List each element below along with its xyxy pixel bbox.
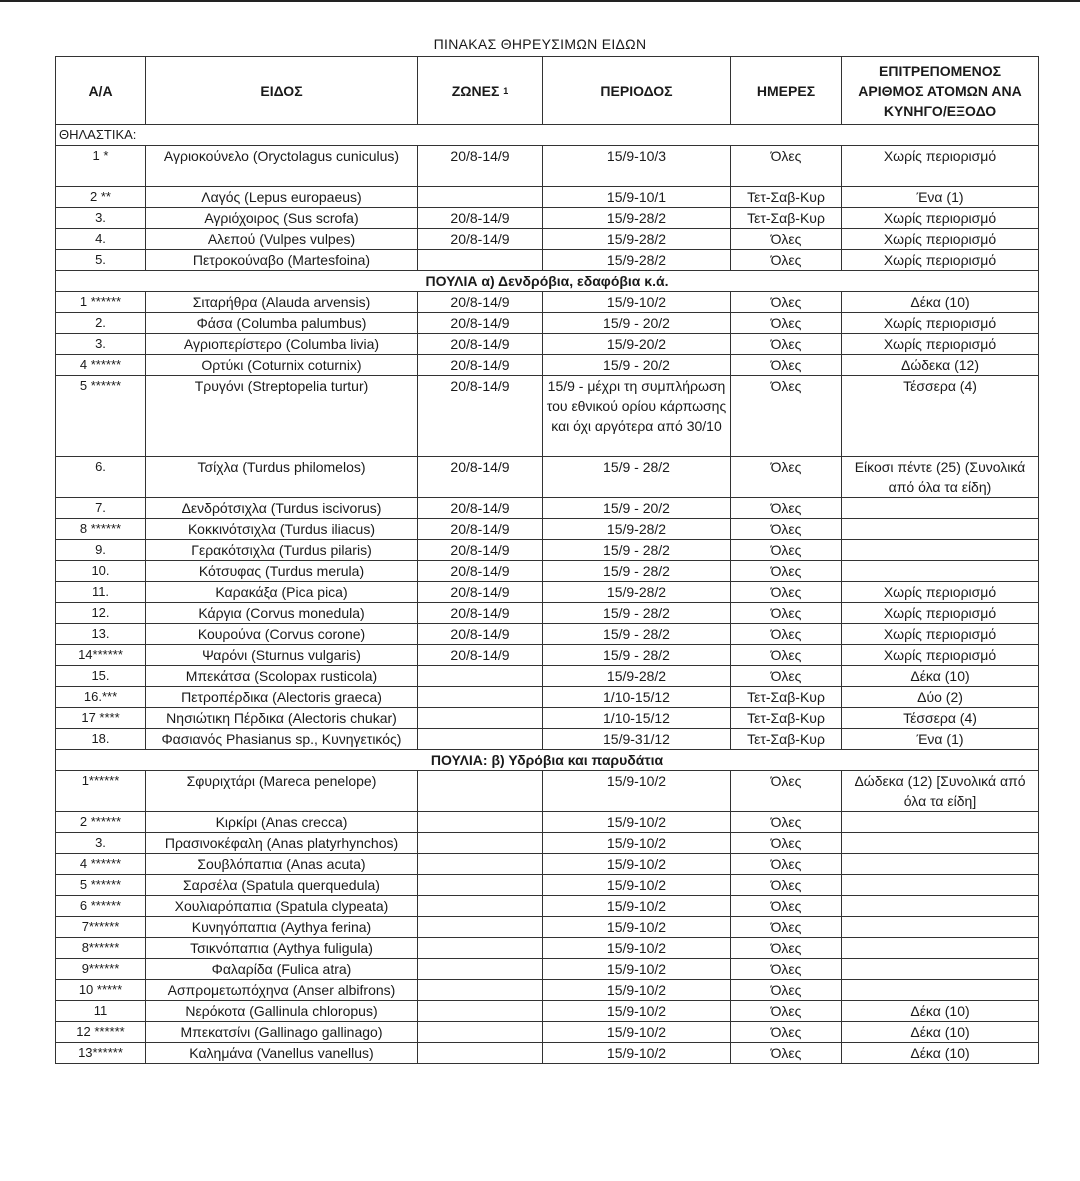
cell-zones xyxy=(418,687,543,708)
table-row xyxy=(56,355,1039,376)
cell-zones: 20/8-14/9 xyxy=(418,519,543,540)
cell-period: 15/9-10/2 xyxy=(543,875,731,896)
cell-species: Τσικνόπαπια (Aythya fuligula) xyxy=(146,938,418,959)
cell-days: Όλες xyxy=(731,250,842,271)
table-row xyxy=(56,334,1039,355)
table-row xyxy=(56,959,1039,980)
cell-zones xyxy=(418,959,543,980)
table-row xyxy=(56,917,1039,938)
cell-aa: 8 ****** xyxy=(56,519,146,540)
cell-aa: 14****** xyxy=(56,645,146,666)
cell-period: 15/9-10/2 xyxy=(543,292,731,313)
cell-species: Καρακάξα (Pica pica) xyxy=(146,582,418,603)
table-row xyxy=(56,292,1039,313)
cell-aa: 8****** xyxy=(56,938,146,959)
cell-zones: 20/8-14/9 xyxy=(418,498,543,519)
cell-zones xyxy=(418,708,543,729)
cell-days: Όλες xyxy=(731,917,842,938)
cell-period: 15/9-10/2 xyxy=(543,917,731,938)
cell-zones xyxy=(418,917,543,938)
cell-aa: 3. xyxy=(56,208,146,229)
cell-days: Τετ-Σαβ-Κυρ xyxy=(731,687,842,708)
table-row xyxy=(56,1043,1039,1064)
cell-period: 15/9-10/2 xyxy=(543,1001,731,1022)
cell-zones xyxy=(418,666,543,687)
table-row xyxy=(56,376,1039,457)
cell-period: 15/9-28/2 xyxy=(543,666,731,687)
cell-days: Όλες xyxy=(731,334,842,355)
cell-days: Όλες xyxy=(731,1001,842,1022)
table-row xyxy=(56,666,1039,687)
cell-period: 15/9 - 20/2 xyxy=(543,355,731,376)
cell-aa: 1****** xyxy=(56,771,146,812)
header-aa: Α/Α xyxy=(56,57,146,125)
section-heading: ΠΟΥΛΙΑ: β) Υδρόβια και παρυδάτια xyxy=(56,750,1039,771)
cell-zones: 20/8-14/9 xyxy=(418,561,543,582)
table-row xyxy=(56,812,1039,833)
cell-species: Καλημάνα (Vanellus vanellus) xyxy=(146,1043,418,1064)
table-row xyxy=(56,896,1039,917)
cell-days: Όλες xyxy=(731,938,842,959)
cell-count xyxy=(842,959,1039,980)
table-row xyxy=(56,498,1039,519)
cell-period: 15/9-10/2 xyxy=(543,812,731,833)
page-title: ΠΙΝΑΚΑΣ ΘΗΡΕΥΣΙΜΩΝ ΕΙΔΩΝ xyxy=(433,36,647,52)
cell-species: Κιρκίρι (Anas crecca) xyxy=(146,812,418,833)
cell-count xyxy=(842,938,1039,959)
cell-days: Όλες xyxy=(731,540,842,561)
cell-aa: 1 * xyxy=(56,146,146,187)
cell-period: 15/9 - 28/2 xyxy=(543,645,731,666)
cell-days: Όλες xyxy=(731,666,842,687)
cell-count xyxy=(842,833,1039,854)
section-heading: ΠΟΥΛΙΑ α) Δενδρόβια, εδαφόβια κ.ά. xyxy=(56,271,1039,292)
cell-count: Χωρίς περιορισμό xyxy=(842,603,1039,624)
cell-species: Σουβλόπαπια (Anas acuta) xyxy=(146,854,418,875)
cell-days: Τετ-Σαβ-Κυρ xyxy=(731,208,842,229)
cell-zones: 20/8-14/9 xyxy=(418,292,543,313)
cell-count xyxy=(842,540,1039,561)
cell-period: 15/9-20/2 xyxy=(543,334,731,355)
cell-zones xyxy=(418,1043,543,1064)
table-row xyxy=(56,729,1039,750)
cell-species: Γερακότσιχλα (Turdus pilaris) xyxy=(146,540,418,561)
game-species-table xyxy=(55,56,1039,1064)
cell-count: Ένα (1) xyxy=(842,729,1039,750)
table-row xyxy=(56,187,1039,208)
cell-days: Όλες xyxy=(731,561,842,582)
cell-aa: 18. xyxy=(56,729,146,750)
cell-zones: 20/8-14/9 xyxy=(418,313,543,334)
cell-species: Τσίχλα (Turdus philomelos) xyxy=(146,457,418,498)
cell-species: Κουρούνα (Corvus corone) xyxy=(146,624,418,645)
cell-zones: 20/8-14/9 xyxy=(418,645,543,666)
cell-aa: 12. xyxy=(56,603,146,624)
cell-species: Λαγός (Lepus europaeus) xyxy=(146,187,418,208)
cell-species: Ασπρομετωπόχηνα (Anser albifrons) xyxy=(146,980,418,1001)
cell-zones: 20/8-14/9 xyxy=(418,355,543,376)
table-body xyxy=(56,125,1039,1064)
cell-count: Ένα (1) xyxy=(842,187,1039,208)
cell-period: 15/9-10/3 xyxy=(543,146,731,187)
table-row xyxy=(56,645,1039,666)
cell-period: 15/9-10/2 xyxy=(543,896,731,917)
header-zones-footnote: 1 xyxy=(503,85,509,96)
cell-species: Σιταρήθρα (Alauda arvensis) xyxy=(146,292,418,313)
cell-zones xyxy=(418,938,543,959)
header-count: ΕΠΙΤΡΕΠΟΜΕΝΟΣ ΑΡΙΘΜΟΣ ΑΤΟΜΩΝ ΑΝΑ ΚΥΝΗΓΟ/ΕΞΟΔΟ xyxy=(842,57,1039,125)
cell-count xyxy=(842,854,1039,875)
cell-aa: 7****** xyxy=(56,917,146,938)
table-row xyxy=(56,146,1039,187)
cell-days: Όλες xyxy=(731,229,842,250)
cell-aa: 11. xyxy=(56,582,146,603)
cell-count: Δέκα (10) xyxy=(842,292,1039,313)
table-row xyxy=(56,854,1039,875)
cell-species: Νερόκοτα (Gallinula chloropus) xyxy=(146,1001,418,1022)
cell-days: Όλες xyxy=(731,980,842,1001)
cell-period: 15/9-10/2 xyxy=(543,1022,731,1043)
cell-species: Αγριοπερίστερο (Columba livia) xyxy=(146,334,418,355)
cell-aa: 13****** xyxy=(56,1043,146,1064)
cell-species: Δενδρότσιχλα (Turdus iscivorus) xyxy=(146,498,418,519)
cell-days: Όλες xyxy=(731,1043,842,1064)
section-row xyxy=(56,750,1039,771)
cell-period: 15/9-28/2 xyxy=(543,229,731,250)
cell-zones xyxy=(418,771,543,812)
cell-days: Όλες xyxy=(731,146,842,187)
cell-count: Χωρίς περιορισμό xyxy=(842,146,1039,187)
cell-count: Τέσσερα (4) xyxy=(842,708,1039,729)
cell-count: Χωρίς περιορισμό xyxy=(842,334,1039,355)
table-row xyxy=(56,938,1039,959)
cell-zones xyxy=(418,896,543,917)
header-period: ΠΕΡΙΟΔΟΣ xyxy=(543,57,731,125)
cell-count: Χωρίς περιορισμό xyxy=(842,250,1039,271)
cell-species: Κάργια (Corvus monedula) xyxy=(146,603,418,624)
cell-zones xyxy=(418,980,543,1001)
table-row xyxy=(56,313,1039,334)
cell-days: Όλες xyxy=(731,833,842,854)
cell-period: 15/9-28/2 xyxy=(543,250,731,271)
table-row xyxy=(56,457,1039,498)
section-heading: ΘΗΛΑΣΤΙΚΑ: xyxy=(56,125,1039,146)
cell-species: Μπεκατσίνι (Gallinago gallinago) xyxy=(146,1022,418,1043)
cell-aa: 16.*** xyxy=(56,687,146,708)
table-row xyxy=(56,250,1039,271)
cell-count: Χωρίς περιορισμό xyxy=(842,313,1039,334)
cell-count xyxy=(842,875,1039,896)
cell-period: 15/9 - 20/2 xyxy=(543,313,731,334)
cell-days: Όλες xyxy=(731,875,842,896)
cell-species: Χουλιαρόπαπια (Spatula clypeata) xyxy=(146,896,418,917)
cell-aa: 10 ***** xyxy=(56,980,146,1001)
cell-period: 15/9-10/1 xyxy=(543,187,731,208)
cell-count: Δώδεκα (12) [Συνολικά από όλα τα είδη] xyxy=(842,771,1039,812)
table-row xyxy=(56,540,1039,561)
table-row xyxy=(56,980,1039,1001)
cell-period: 15/9 - 28/2 xyxy=(543,603,731,624)
cell-aa: 4. xyxy=(56,229,146,250)
cell-days: Όλες xyxy=(731,582,842,603)
cell-zones: 20/8-14/9 xyxy=(418,146,543,187)
cell-period: 15/9-28/2 xyxy=(543,582,731,603)
cell-aa: 9. xyxy=(56,540,146,561)
cell-zones: 20/8-14/9 xyxy=(418,334,543,355)
cell-days: Τετ-Σαβ-Κυρ xyxy=(731,729,842,750)
cell-count: Χωρίς περιορισμό xyxy=(842,229,1039,250)
cell-zones xyxy=(418,250,543,271)
table-row xyxy=(56,875,1039,896)
cell-zones xyxy=(418,854,543,875)
table-row xyxy=(56,1022,1039,1043)
cell-count: Δώδεκα (12) xyxy=(842,355,1039,376)
section-row xyxy=(56,271,1039,292)
cell-aa: 10. xyxy=(56,561,146,582)
table-row xyxy=(56,771,1039,812)
cell-count xyxy=(842,980,1039,1001)
table-row xyxy=(56,561,1039,582)
header-days: ΗΜΕΡΕΣ xyxy=(731,57,842,125)
cell-species: Φάσα (Columba palumbus) xyxy=(146,313,418,334)
cell-period: 15/9 - 28/2 xyxy=(543,624,731,645)
cell-period: 15/9 - 20/2 xyxy=(543,498,731,519)
cell-zones xyxy=(418,1022,543,1043)
cell-period: 15/9-31/12 xyxy=(543,729,731,750)
cell-aa: 4 ****** xyxy=(56,355,146,376)
cell-count: Χωρίς περιορισμό xyxy=(842,582,1039,603)
cell-zones xyxy=(418,187,543,208)
cell-species: Σφυριχτάρι (Mareca penelope) xyxy=(146,771,418,812)
cell-period: 15/9 - μέχρι τη συμπλήρωση του εθνικού ορίου κάρπωσης και όχι αργότερα από 30/10 xyxy=(543,376,731,457)
cell-days: Όλες xyxy=(731,313,842,334)
cell-count: Είκοσι πέντε (25) (Συνολικά από όλα τα είδη) xyxy=(842,457,1039,498)
cell-days: Όλες xyxy=(731,603,842,624)
cell-zones: 20/8-14/9 xyxy=(418,229,543,250)
cell-aa: 1 ****** xyxy=(56,292,146,313)
cell-period: 15/9 - 28/2 xyxy=(543,457,731,498)
cell-period: 15/9-10/2 xyxy=(543,854,731,875)
cell-zones: 20/8-14/9 xyxy=(418,603,543,624)
cell-species: Αγριοκούνελο (Oryctolagus cuniculus) xyxy=(146,146,418,187)
cell-aa: 5. xyxy=(56,250,146,271)
cell-count xyxy=(842,519,1039,540)
cell-count xyxy=(842,812,1039,833)
cell-count: Δέκα (10) xyxy=(842,666,1039,687)
cell-days: Όλες xyxy=(731,896,842,917)
cell-days: Τετ-Σαβ-Κυρ xyxy=(731,187,842,208)
table-row xyxy=(56,708,1039,729)
cell-period: 15/9-28/2 xyxy=(543,519,731,540)
cell-aa: 15. xyxy=(56,666,146,687)
cell-zones: 20/8-14/9 xyxy=(418,208,543,229)
cell-count: Δύο (2) xyxy=(842,687,1039,708)
table-row xyxy=(56,603,1039,624)
cell-zones xyxy=(418,729,543,750)
cell-aa: 5 ****** xyxy=(56,376,146,457)
cell-count xyxy=(842,896,1039,917)
cell-species: Φασιανός Phasianus sp., Κυνηγετικός) xyxy=(146,729,418,750)
cell-days: Όλες xyxy=(731,959,842,980)
cell-period: 15/9-10/2 xyxy=(543,1043,731,1064)
cell-zones: 20/8-14/9 xyxy=(418,540,543,561)
cell-count: Δέκα (10) xyxy=(842,1022,1039,1043)
cell-species: Κότσυφας (Turdus merula) xyxy=(146,561,418,582)
table-row xyxy=(56,229,1039,250)
table-row xyxy=(56,1001,1039,1022)
cell-period: 15/9-10/2 xyxy=(543,959,731,980)
cell-days: Όλες xyxy=(731,812,842,833)
cell-species: Πετροκούναβο (Martesfoina) xyxy=(146,250,418,271)
cell-aa: 4 ****** xyxy=(56,854,146,875)
cell-aa: 9****** xyxy=(56,959,146,980)
cell-species: Αλεπού (Vulpes vulpes) xyxy=(146,229,418,250)
cell-aa: 3. xyxy=(56,833,146,854)
cell-period: 1/10-15/12 xyxy=(543,687,731,708)
cell-species: Φαλαρίδα (Fulica atra) xyxy=(146,959,418,980)
cell-species: Ορτύκι (Coturnix coturnix) xyxy=(146,355,418,376)
cell-days: Όλες xyxy=(731,771,842,812)
cell-aa: 2. xyxy=(56,313,146,334)
header-zones-label: ΖΩΝΕΣ xyxy=(451,82,500,99)
cell-species: Σαρσέλα (Spatula querquedula) xyxy=(146,875,418,896)
cell-species: Μπεκάτσα (Scolopax rusticola) xyxy=(146,666,418,687)
cell-aa: 13. xyxy=(56,624,146,645)
top-rule xyxy=(0,0,1080,2)
cell-aa: 2 ** xyxy=(56,187,146,208)
cell-days: Όλες xyxy=(731,624,842,645)
cell-days: Όλες xyxy=(731,457,842,498)
cell-days: Όλες xyxy=(731,498,842,519)
cell-count xyxy=(842,917,1039,938)
cell-zones xyxy=(418,1001,543,1022)
table-row xyxy=(56,624,1039,645)
cell-period: 15/9 - 28/2 xyxy=(543,540,731,561)
cell-count: Δέκα (10) xyxy=(842,1043,1039,1064)
cell-species: Πρασινοκέφαλη (Anas platyrhynchos) xyxy=(146,833,418,854)
cell-aa: 11 xyxy=(56,1001,146,1022)
cell-species: Νησιώτικη Πέρδικα (Alectoris chukar) xyxy=(146,708,418,729)
cell-zones: 20/8-14/9 xyxy=(418,376,543,457)
cell-species: Πετροπέρδικα (Alectoris graeca) xyxy=(146,687,418,708)
cell-species: Κοκκινότσιχλα (Turdus iliacus) xyxy=(146,519,418,540)
section-row xyxy=(56,125,1039,146)
cell-species: Κυνηγόπαπια (Aythya ferina) xyxy=(146,917,418,938)
cell-count: Δέκα (10) xyxy=(842,1001,1039,1022)
cell-period: 15/9-10/2 xyxy=(543,980,731,1001)
cell-days: Όλες xyxy=(731,854,842,875)
header-zones xyxy=(418,57,543,125)
cell-zones: 20/8-14/9 xyxy=(418,582,543,603)
cell-count: Χωρίς περιορισμό xyxy=(842,624,1039,645)
cell-aa: 17 **** xyxy=(56,708,146,729)
table-row xyxy=(56,833,1039,854)
cell-count xyxy=(842,561,1039,582)
cell-aa: 6. xyxy=(56,457,146,498)
cell-aa: 7. xyxy=(56,498,146,519)
table-row xyxy=(56,687,1039,708)
table-row xyxy=(56,519,1039,540)
cell-period: 15/9 - 28/2 xyxy=(543,561,731,582)
cell-days: Όλες xyxy=(731,355,842,376)
cell-days: Όλες xyxy=(731,645,842,666)
table-row xyxy=(56,208,1039,229)
cell-count: Χωρίς περιορισμό xyxy=(842,208,1039,229)
cell-aa: 3. xyxy=(56,334,146,355)
cell-aa: 6 ****** xyxy=(56,896,146,917)
cell-days: Όλες xyxy=(731,519,842,540)
cell-period: 1/10-15/12 xyxy=(543,708,731,729)
cell-period: 15/9-10/2 xyxy=(543,771,731,812)
header-species: ΕΙΔΟΣ xyxy=(146,57,418,125)
cell-count: Χωρίς περιορισμό xyxy=(842,645,1039,666)
cell-species: Αγριόχοιρος (Sus scrofa) xyxy=(146,208,418,229)
cell-days: Όλες xyxy=(731,376,842,457)
cell-species: Τρυγόνι (Streptopelia turtur) xyxy=(146,376,418,457)
cell-count: Τέσσερα (4) xyxy=(842,376,1039,457)
cell-species: Ψαρόνι (Sturnus vulgaris) xyxy=(146,645,418,666)
cell-aa: 12 ****** xyxy=(56,1022,146,1043)
cell-zones xyxy=(418,833,543,854)
cell-zones xyxy=(418,875,543,896)
cell-days: Όλες xyxy=(731,292,842,313)
cell-aa: 5 ****** xyxy=(56,875,146,896)
cell-period: 15/9-28/2 xyxy=(543,208,731,229)
cell-aa: 2 ****** xyxy=(56,812,146,833)
cell-count xyxy=(842,498,1039,519)
cell-days: Τετ-Σαβ-Κυρ xyxy=(731,708,842,729)
table-row xyxy=(56,582,1039,603)
cell-days: Όλες xyxy=(731,1022,842,1043)
cell-zones: 20/8-14/9 xyxy=(418,624,543,645)
cell-period: 15/9-10/2 xyxy=(543,833,731,854)
cell-zones xyxy=(418,812,543,833)
cell-zones: 20/8-14/9 xyxy=(418,457,543,498)
cell-period: 15/9-10/2 xyxy=(543,938,731,959)
header-row xyxy=(56,57,1039,125)
